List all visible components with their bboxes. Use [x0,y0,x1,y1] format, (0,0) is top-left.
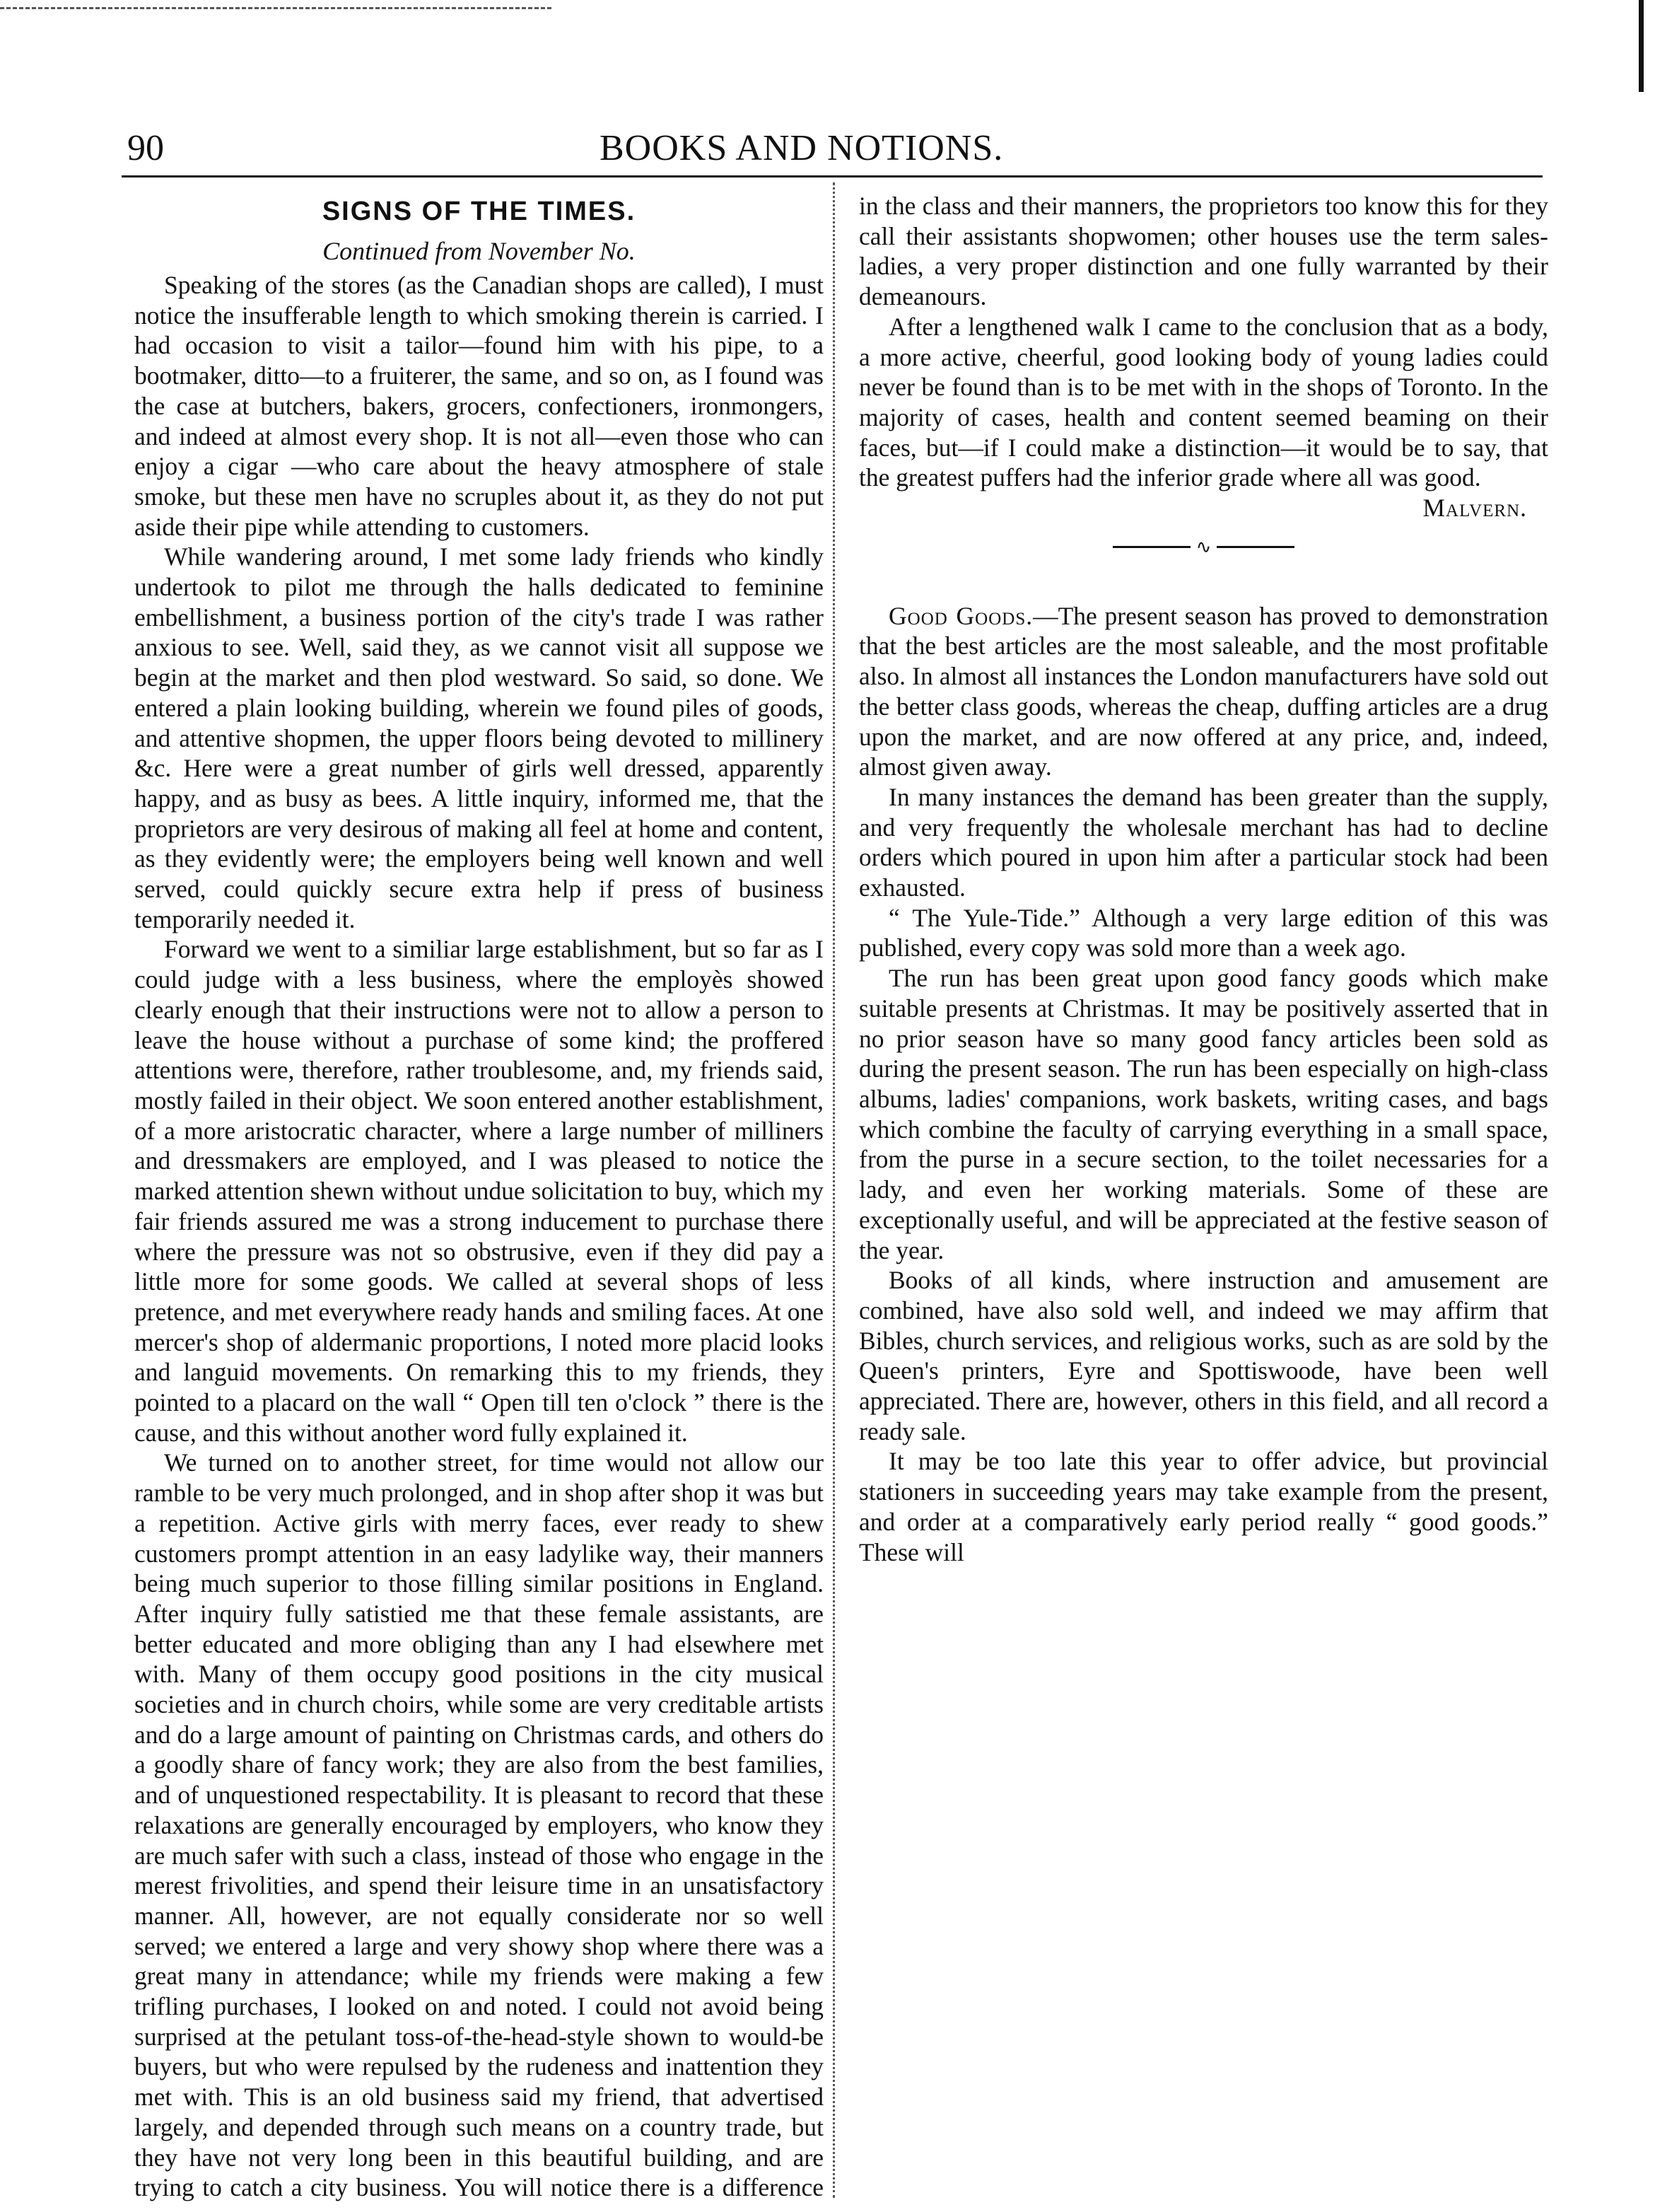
right-column [859,191,1548,1567]
good-goods-lead-text: —The present season has proved to demonstration that the best articles are the most saleable, and the most profitable also. In almost all instances the London manufacturers have sold out the better class goods, whereas the cheap, duffing articles are a drug upon the market, and are now offered at any price, and, indeed, almost given away. [859,601,1548,781]
running-title: BOOKS AND NOTIONS. [600,128,1004,168]
left-column [134,191,824,2203]
ornament-rule-left [1113,546,1191,548]
good-goods-paragraph-2: In many instances the demand has been greater than the supply, and very frequently the wholesale merchant has had to decline orders which poured in upon him after a particular stock had been exhausted. [859,782,1548,902]
article-paragraph-4-continued: in the class and their manners, the proprietors too know this for they call their assistants shopwomen; other houses use the term sales-ladies, a very proper distinction and one fully warranted by their demeanours. [859,192,1548,311]
article-paragraph-4: We turned on to another street, for time would not allow our ramble to be very much prolonged, and in shop after shop it was but a repetition. Active girls with merry faces, ever ready to shew customers prompt attention in an easy ladylike way, their manners being much superior to those filling similar positions in England. After inquiry fully satistied me that these female assistants, are better educated and more obliging than any I had elsewhere met with. Many of them occupy good positions in the city musical societies and in church choirs, while some are very creditable artists and do a large amount of painting on Christmas cards, and others do a goodly share of fancy work; they are also from the best families, and of unquestioned respectability. It is pleasant to record that these relaxations are generally encouraged by employers, who know they are much safer with such a class, instead of those who engage in the merest frivolities, and spend their leisure time in an unsatisfactory manner. All, however, are not equally considerate nor so well served; we entered a large and very showy shop where there was a great many in attendance; while my friends were making a few trifling purchases, I looked on and noted. I could not avoid being surprised at the petulant toss-of-the-head-style shown to would-be buyers, but who were repulsed by the rudeness and inattention they met with. This is an old business said my friend, that advertised largely, and depended through such means on a country trade, but they have not very long been in this beautiful building, and are trying to catch a city business. You will notice there is a difference [134,1448,824,2202]
good-goods-heading: Good Goods. [889,601,1034,630]
good-goods-paragraph-5: Books of all kinds, where instruction and amusement are combined, have also sold well, and indeed we may affirm that Bibles, church services, and religious works, such as are sold by the Queen's printers, Eyre and Spottiswoode, have been well appreciated. There are, however, others in this field, and all record a ready sale. [859,1266,1548,1445]
header-rule [122,175,1543,177]
ornament-glyph: ∿ [1195,536,1212,557]
ornament-rule-right [1217,546,1294,548]
article-paragraph-5: After a lengthened walk I came to the conclusion that as a body, a more active, cheerful, good looking body of young ladies could never be found than is to be met with in the shops of Toronto. In the majority of cases, health and content seemed beaming on their faces, but—if I could make a distinction—it would be to say, that the greatest puffers had the inferior grade where all was good. [859,312,1548,492]
top-scan-rule [0,7,551,9]
article-signature: Malvern. [1422,494,1527,523]
good-goods-paragraph-1 [859,601,1548,782]
page-number: 90 [127,128,164,168]
article-paragraph-1: Speaking of the stores (as the Canadian shops are called), I must notice the insufferable length to which smoking therein is carried. I had occasion to visit a tailor—found him with his pipe, to a bootmaker, ditto—to a fruiterer, the same, and so on, as I found was the case at butchers, bakers, grocers, confectioners, ironmongers, and indeed at almost every shop. It is not all—even those who can enjoy a cigar —who care about the heavy atmosphere of stale smoke, but these men have no scruples about it, as they do not put aside their pipe while attending to customers. [134,271,824,541]
scan-edge-bar [1639,0,1644,92]
good-goods-paragraph-3: “ The Yule-Tide.” Although a very large edition of this was published, every copy was sold more than a week ago. [859,903,1548,962]
article-paragraph-3: Forward we went to a similiar large establishment, but so far as I could judge with a less business, where the employès showed clearly enough that their instructions were not to allow a person to leave the house without a purchase of some kind; the proffered attentions were, therefore, rather troublesome, and, my friends said, mostly failed in their object. We soon entered another establishment, of a more aristocratic character, where a large number of milliners and dressmakers are employed, and I was pleased to notice the marked attention shewn without undue solicitation to buy, which my fair friends assured me was a strong inducement to purchase there where the pressure was not so obstrusive, even if they did pay a little more for some goods. We called at several shops of less pretence, and met everywhere ready hands and smiling faces. At one mercer's shop of aldermanic proportions, I noted more placid looks and languid movements. On remarking this to my friends, they pointed to a placard on the wall “ Open till ten o'clock ” there is the cause, and this without another word fully explained it. [134,935,824,1447]
good-goods-paragraph-4: The run has been great upon good fancy goods which make suitable presents at Christmas. It may be positively asserted that in no prior season have so many good fancy articles been sold as during the present season. The run has been especially on high-class albums, ladies' companions, work baskets, writing cases, and bags which combine the faculty of carrying everything in a small space, from the purse in a secure section, to the toilet necessaries for a lady, and even her working materials. Some of these are exceptionally useful, and will be appreciated at the festive season of the year. [859,964,1548,1264]
section-ornament [859,530,1548,559]
article-title: SIGNS OF THE TIMES. [322,197,636,226]
column-divider [833,182,835,2198]
article-subtitle: Continued from November No. [322,237,636,265]
article-paragraph-2: While wandering around, I met some lady friends who kindly undertook to pilot me through the halls dedicated to feminine embellishment, a business portion of the city's trade I was rather anxious to see. Well, said they, as we cannot visit all suppose we begin at the market and then plod westward. So said, so done. We entered a plain looking building, wherein we found piles of goods, and attentive shopmen, the upper floors being devoted to millinery &c. Here were a great number of girls well dressed, apparently happy, and as busy as bees. A little inquiry, informed me, that the proprietors are very desirous of making all feel at home and content, as they evidently were; the employers being well known and well served, could quickly secure extra help if press of business temporarily needed it. [134,542,824,933]
good-goods-paragraph-6: It may be too late this year to offer advice, but provincial stationers in succeeding years may take example from the present, and order at a comparatively early period really “ good goods.” These will [859,1447,1548,1566]
continued-text-slot [859,191,1548,312]
